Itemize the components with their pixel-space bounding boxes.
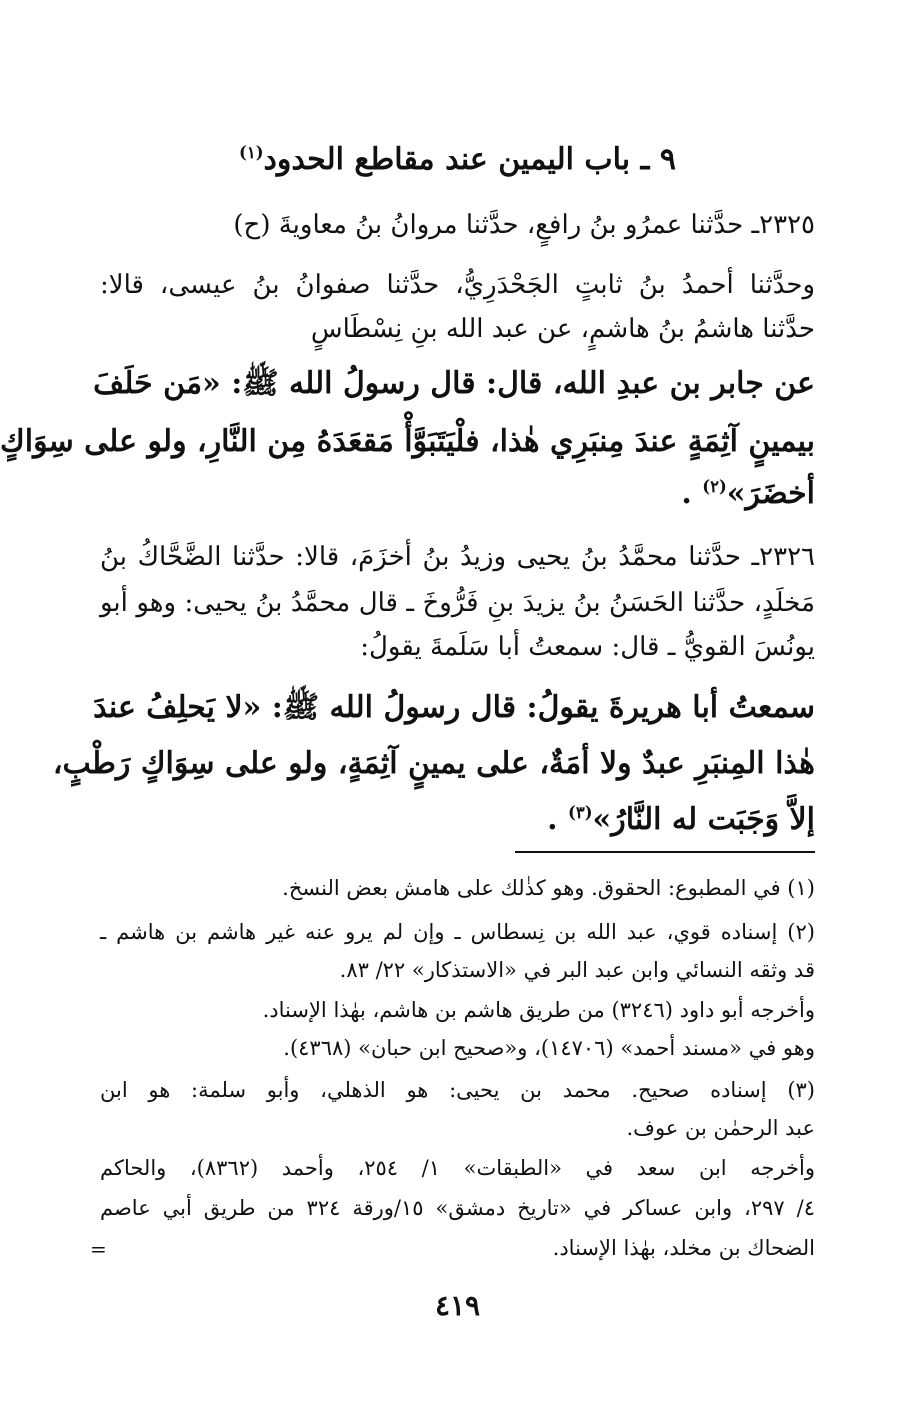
hadith-2325-isnad-line: ٢٣٢٥ـ حدَّثنا عمرُو بنُ رافعٍ، حدَّثنا مروانُ بنُ معاويةَ (ح) [233, 210, 815, 240]
hadith-2325-isnad-line: وحدَّثنا أحمدُ بنُ ثابتٍ الجَحْدَرِيُّ، حدَّثنا صفوانُ بنُ عيسى، قالا: [100, 270, 815, 300]
footnote-line: (٢) إسناده قوي، عبد الله بن نِسطاس ـ وإن لم يرو عنه غير هاشم بن هاشم ـ [100, 920, 815, 944]
hadith-2326-isnad-line: ٢٣٢٦ـ حدَّثنا محمَّدُ بنُ يحيى وزيدُ بنُ أخزَمَ، قالا: حدَّثنا الضَّحَّاكُ بنُ [100, 542, 815, 572]
hadith-2326-isnad-line: مَخلَدٍ، حدَّثنا الحَسَنُ بنُ يزيدَ بنِ فَرُّوخَ ـ قال محمَّدُ بنُ يحيى: وهو أبو [100, 588, 815, 618]
hadith-2326-matn-line: هٰذا المِنبَرِ عبدٌ ولا أمَةٌ، على يمينٍ آثِمَةٍ، ولو على سِوَاكٍ رَطْبٍ، [52, 746, 815, 781]
hadith-2325-matn-final: أخضَرَ» [726, 476, 815, 511]
chapter-title [100, 138, 815, 182]
hadith-2325-matn-line [100, 466, 815, 522]
page-number: ٤١٩ [434, 1289, 481, 1322]
footnote-line: ٤/ ٢٩٧، وابن عساكر في «تاريخ دمشق» ١٥/ورقة ٣٢٤ من طريق أبي عاصم [100, 1196, 815, 1220]
footnote-line: (١) في المطبوع: الحقوق. وهو كذٰلك على هامش بعض النسخ. [282, 876, 815, 900]
hadith-2325-isnad-line: حدَّثنا هاشمُ بنُ هاشمٍ، عن عبد الله بنِ نِسْطَاسٍ [310, 314, 815, 344]
footnote-line: (٣) إسناده صحيح. محمد بن يحيى: هو الذهلي، وأبو سلمة: هو ابن [100, 1078, 815, 1102]
footnote-line: وأخرجه أبو داود (٣٢٤٦) من طريق هاشم بن هاشم، بهٰذا الإسناد. [262, 998, 815, 1022]
hadith-2326-isnad-line: يونُسَ القويُّ ـ قال: سمعتُ أبا سَلَمةَ يقولُ: [360, 632, 815, 662]
continuation-mark: = [90, 1237, 107, 1261]
hadith-2326-matn-line [100, 792, 815, 848]
hadith-2325-footnote-ref: (٢) [702, 477, 727, 496]
footnote-line: قد وثقه النسائي وابن عبد البر في «الاستذكار» ٢٢/ ٨٣. [339, 958, 815, 982]
footnote-line: عبد الرحمٰن بن عوف. [626, 1116, 815, 1140]
hadith-2325-matn-line: عن جابر بن عبدِ الله، قال: قال رسولُ الله ﷺ: «مَن حَلَفَ [93, 366, 815, 401]
hadith-2326-matn-line: سمعتُ أبا هريرةَ يقولُ: قال رسولُ الله ﷺ: «لا يَحلِفُ عندَ [93, 690, 815, 725]
chapter-title-text: ٩ ـ باب اليمين عند مقاطع الحدود [263, 142, 676, 177]
footnote-separator [515, 851, 815, 853]
hadith-2325-matn-line: بيمينٍ آثِمَةٍ عندَ مِنبَرِي هٰذا، فلْيَتَبَوَّأْ مَقعَدَهُ مِن النَّارِ، ولو على سِوَاكٍ [0, 424, 815, 459]
hadith-2326-period: . [547, 802, 558, 837]
chapter-title-footnote-ref: (١) [239, 143, 264, 162]
footnote-line: وأخرجه ابن سعد في «الطبقات» ١/ ٢٥٤، وأحمد (٨٣٦٢)، والحاكم [100, 1156, 815, 1180]
footnote-line: وهو في «مسند أحمد» (١٤٧٠٦)، و«صحيح ابن حبان» (٤٣٦٨). [283, 1036, 815, 1060]
hadith-2326-footnote-ref: (٣) [568, 803, 593, 822]
hadith-2325-period: . [681, 476, 692, 511]
hadith-2326-matn-final: إلاَّ وَجَبَت له النَّارُ» [592, 802, 815, 837]
footnote-line: الضحاك بن مخلد، بهٰذا الإسناد. [552, 1236, 815, 1260]
